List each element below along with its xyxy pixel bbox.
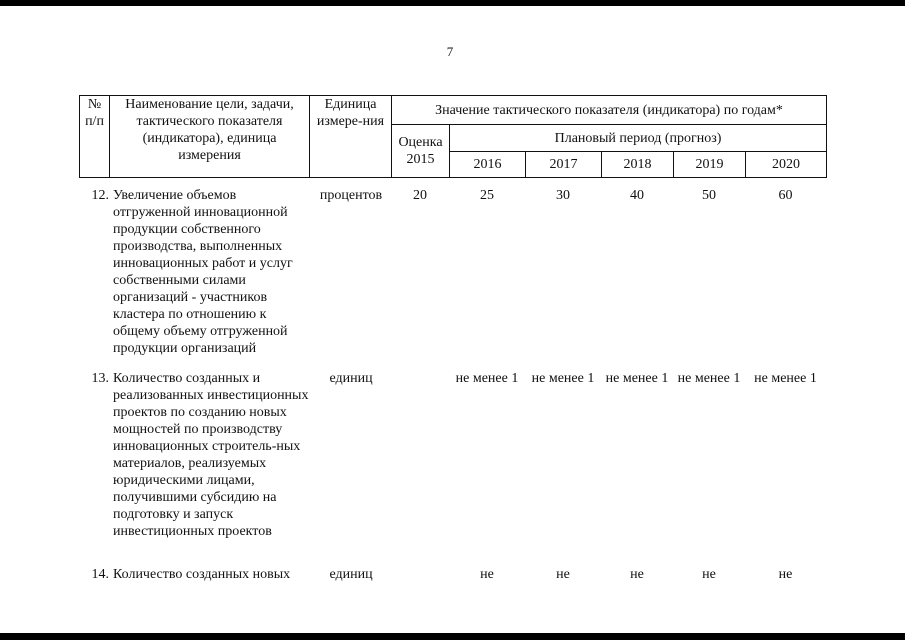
- header-unit: Единица измере-ния: [310, 96, 392, 178]
- row-name: Количество созданных и реализованных инвестиционных проектов по созданию новых мощностей по производству инновационных строитель-ных материалов, реализуемых юридическими лицами, получившими субсидию на подготовку и запуск инвестиционных проектов: [113, 371, 309, 539]
- row-value-2020: не менее 1: [754, 371, 817, 386]
- header-year: 2019: [674, 152, 746, 178]
- row-unit: единиц: [329, 371, 373, 386]
- header-year: 2016: [450, 152, 526, 178]
- indicator-table-header: [79, 95, 827, 178]
- scan-border-bottom: [0, 633, 905, 640]
- row-unit: единиц: [329, 567, 373, 582]
- row-value-2019: 50: [702, 188, 716, 203]
- header-name: Наименование цели, задачи, тактического показателя (индикатора), единица измерения: [110, 96, 310, 178]
- row-value-2019: не: [702, 567, 716, 582]
- row-value-2019: не менее 1: [677, 371, 741, 386]
- row-number: 13.: [91, 371, 109, 386]
- row-unit: процентов: [319, 188, 383, 203]
- header-plan: Плановый период (прогноз): [450, 125, 827, 152]
- row-value-2020: 60: [778, 188, 793, 203]
- row-number: 12.: [91, 188, 109, 203]
- row-estimate-2015: 20: [413, 188, 427, 203]
- row-value-2017: не: [556, 567, 570, 582]
- header-num: № п/п: [80, 96, 110, 178]
- header-estimate: Оценка 2015: [392, 125, 450, 178]
- row-value-2017: не менее 1: [531, 371, 595, 386]
- header-year: 2018: [602, 152, 674, 178]
- row-value-2016: не: [480, 567, 494, 582]
- row-value-2018: не: [630, 567, 644, 582]
- scan-border-top: [0, 0, 905, 6]
- row-value-2018: не менее 1: [605, 371, 669, 386]
- row-number: 14.: [91, 567, 109, 582]
- page-number: 7: [446, 44, 454, 59]
- header-year: 2020: [746, 152, 827, 178]
- header-year: 2017: [526, 152, 602, 178]
- row-value-2020: не: [778, 567, 793, 582]
- row-value-2017: 30: [556, 188, 570, 203]
- row-name: Количество созданных новых: [113, 567, 291, 582]
- row-value-2016: 25: [480, 188, 494, 203]
- row-name: Увеличение объемов отгруженной инновационной продукции собственного производства, выполненных инновационных работ и услуг собственными силами организаций - участников кластера по отношению к общему объему отгруженной продукции организаций: [113, 188, 293, 356]
- row-value-2016: не менее 1: [455, 371, 519, 386]
- header-values: Значение тактического показателя (индикатора) по годам*: [392, 96, 827, 125]
- row-value-2018: 40: [630, 188, 644, 203]
